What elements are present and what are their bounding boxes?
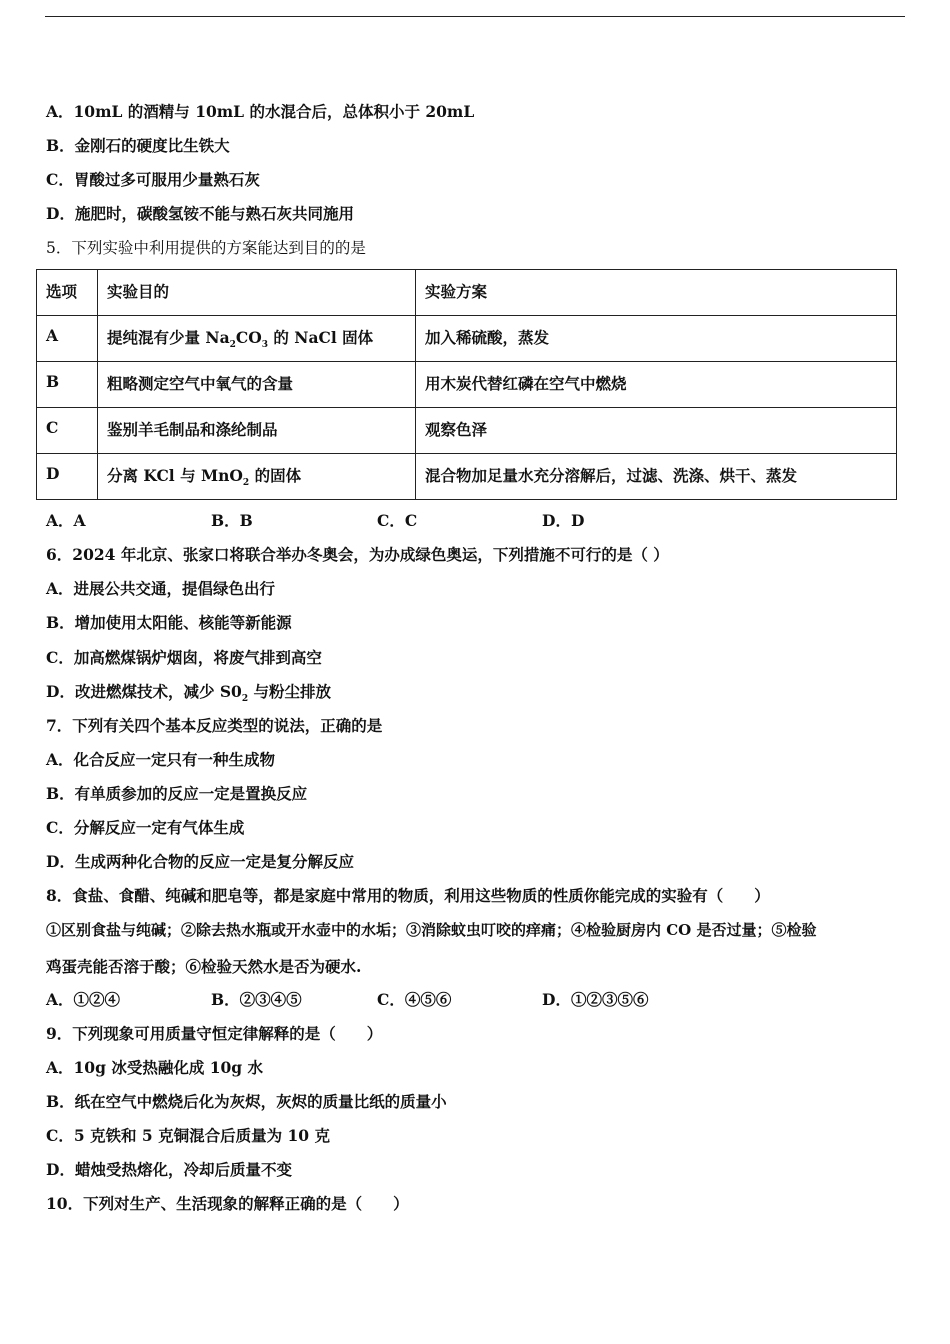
row-plan: 混合物加足量水充分溶解后，过滤、洗涤、烘干、蒸发 (416, 454, 897, 500)
q8-choice-b: B．②③④⑤ (211, 990, 302, 1009)
header-option: 选项 (37, 270, 98, 316)
row-option: C (37, 408, 98, 454)
q9-option-d: D．蜡烛受热熔化，冷却后质量不变 (46, 1160, 292, 1179)
row-option: B (37, 362, 98, 408)
header-goal: 实验目的 (98, 270, 416, 316)
q8-items-line2: 鸡蛋壳能否溶于酸；⑥检验天然水是否为硬水. (46, 957, 362, 976)
q8-items-line1: ①区别食盐与纯碱；②除去热水瓶或开水壶中的水垢；③消除蚊虫叮咬的痒痛；④检验厨房内 CO 是否过量；⑤检验 (46, 921, 817, 939)
row-goal: 鉴别羊毛制品和涤纶制品 (98, 408, 416, 454)
q5-choice-d: D．D (542, 511, 585, 530)
row-goal: 分离 KCl 与 MnO$_2$ 的固体 (98, 454, 416, 500)
q9-option-b: B．纸在空气中燃烧后化为灰烬，灰烬的质量比纸的质量小 (46, 1092, 447, 1111)
q4-option-b: B．金刚石的硬度比生铁大 (46, 136, 230, 155)
q9-stem: 9．下列现象可用质量守恒定律解释的是（ ） (46, 1024, 383, 1043)
q5-choice-b: B．B (211, 511, 253, 530)
q7-option-c: C．分解反应一定有气体生成 (46, 818, 245, 837)
header-plan: 实验方案 (416, 270, 897, 316)
table-header-row (37, 270, 897, 316)
q8-choice-d: D．①②③⑤⑥ (542, 990, 649, 1009)
q4-option-d: D．施肥时，碳酸氢铵不能与熟石灰共同施用 (46, 204, 354, 223)
row-plan: 加入稀硫酸，蒸发 (416, 316, 897, 362)
q9-option-a: A．10g 冰受热融化成 10g 水 (46, 1058, 264, 1077)
q7-stem: 7．下列有关四个基本反应类型的说法，正确的是 (46, 716, 383, 735)
q4-option-a: A．10mL 的酒精与 10mL 的水混合后，总体积小于 20mL (46, 102, 475, 121)
table-row (37, 362, 897, 408)
q6-stem: 6．2024 年北京、张家口将联合举办冬奥会，为办成绿色奥运，下列措施不可行的是（ ） (46, 545, 669, 564)
table-row (37, 316, 897, 362)
q7-option-d: D．生成两种化合物的反应一定是复分解反应 (46, 852, 354, 871)
table-row (37, 408, 897, 454)
header-rule (45, 16, 905, 17)
row-option: A (37, 316, 98, 362)
q5-choice-a: A．A (46, 511, 86, 530)
q6-option-d: D．改进燃煤技术，减少 $S0_2$ 与粉尘排放 (46, 682, 331, 705)
q5-choice-c: C．C (377, 511, 418, 530)
q5-stem: 5．下列实验中利用提供的方案能达到目的的是 (46, 239, 366, 257)
row-goal: 粗略测定空气中氧气的含量 (98, 362, 416, 408)
q8-choice-c: C．④⑤⑥ (377, 990, 452, 1009)
table-row (37, 454, 897, 500)
q8-stem: 8．食盐、食醋、纯碱和肥皂等，都是家庭中常用的物质，利用这些物质的性质你能完成的实验有（ ） (46, 886, 770, 905)
row-goal: 提纯混有少量 $Na_2CO_3$ 的 NaCl 固体 (98, 316, 416, 362)
q6-option-a: A．进展公共交通，提倡绿色出行 (46, 579, 276, 598)
row-plan: 观察色泽 (416, 408, 897, 454)
q10-stem: 10．下列对生产、生活现象的解释正确的是（ ） (46, 1194, 409, 1213)
q6-option-c: C．加高燃煤锅炉烟囱，将废气排到高空 (46, 648, 322, 667)
q8-choice-a: A．①②④ (46, 990, 121, 1009)
q9-option-c: C．5 克铁和 5 克铜混合后质量为 10 克 (46, 1126, 330, 1145)
q4-option-c: C．胃酸过多可服用少量熟石灰 (46, 170, 260, 189)
q6-option-b: B．增加使用太阳能、核能等新能源 (46, 613, 292, 632)
q5-table (36, 269, 897, 500)
row-option: D (37, 454, 98, 500)
q7-option-a: A．化合反应一定只有一种生成物 (46, 750, 276, 769)
q7-option-b: B．有单质参加的反应一定是置换反应 (46, 784, 308, 803)
row-plan: 用木炭代替红磷在空气中燃烧 (416, 362, 897, 408)
